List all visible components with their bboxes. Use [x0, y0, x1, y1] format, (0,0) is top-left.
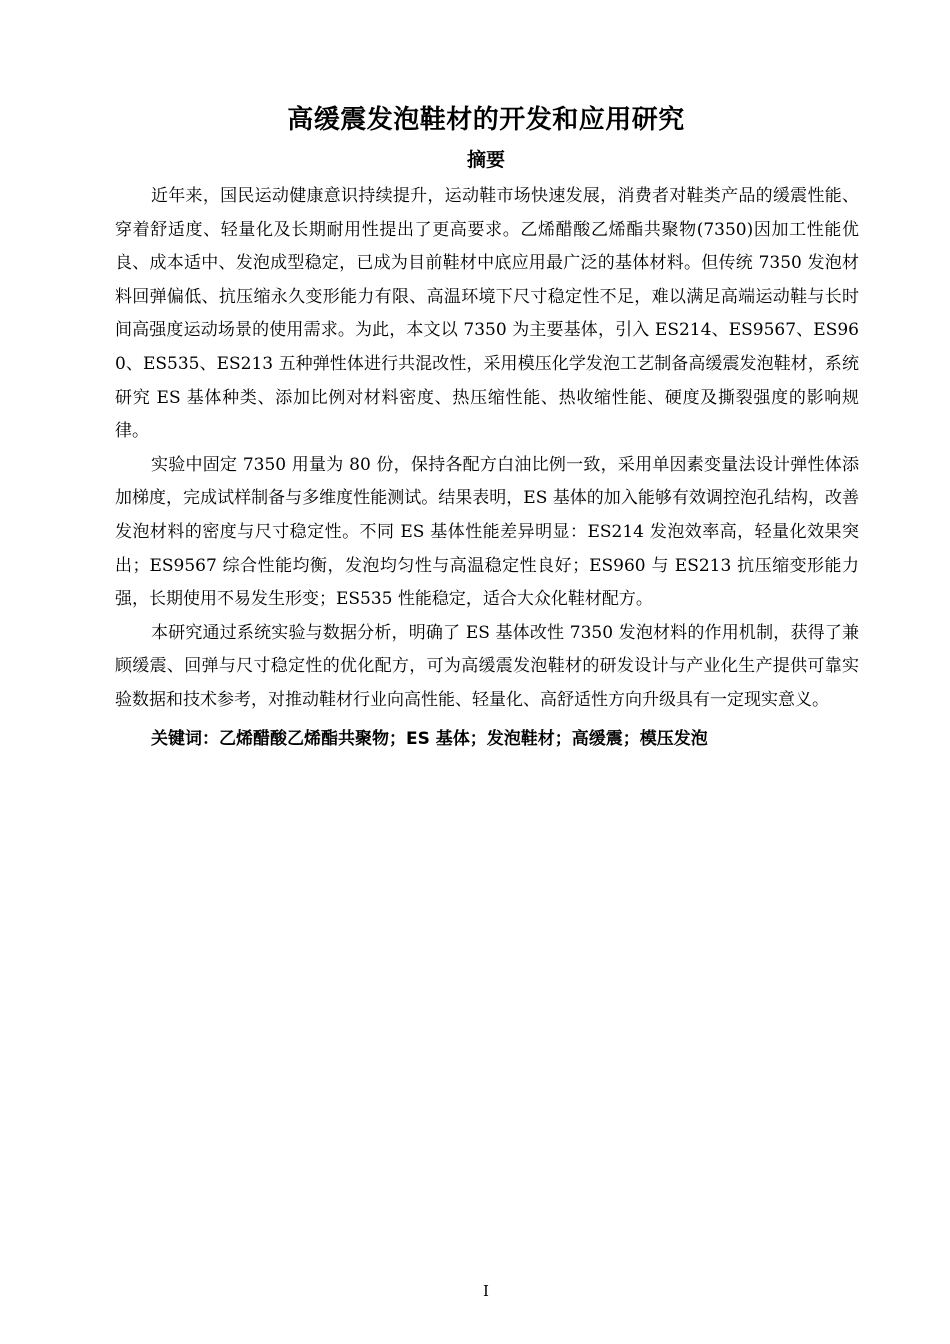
abstract-paragraph-3: 本研究通过系统实验与数据分析，明确了 ES 基体改性 7350 发泡材料的作用机制，获得了兼顾缓震、回弹与尺寸稳定性的优化配方，可为高缓震发泡鞋材的研发设计与产业化生产提供可靠实验数据和技术参考，对推动鞋材行业向高性能、轻量化、高舒适性方向升级具有一定现实意义。 [115, 622, 859, 710]
abstract-paragraph-1: 近年来，国民运动健康意识持续提升，运动鞋市场快速发展，消费者对鞋类产品的缓震性能、穿着舒适度、轻量化及长期耐用性提出了更高要求。乙烯醋酸乙烯酯共聚物(7350)因加工性能优良、成本适中、发泡成型稳定，已成为目前鞋材中底应用最广泛的基体材料。但传统 7350 发泡材料回弹偏低、抗压缩永久变形能力有限、高温环境下尺寸稳定性不足，难以满足高端运动鞋与长时间高强度运动场景的使用需求。为此，本文以 7350 为主要基体，引入 ES214、ES9567、ES960、ES535、ES213 五种弹性体进行共混改性，采用模压化学发泡工艺制备高缓震发泡鞋材，系统研究 ES 基体种类、添加比例对材料密度、热压缩性能、热收缩性能、硬度及撕裂强度的影响规律。 [115, 186, 859, 442]
abstract-heading: 摘要 [466, 149, 505, 171]
abstract-paragraph-2: 实验中固定 7350 用量为 80 份，保持各配方白油比例一致，采用单因素变量法设计弹性体添加梯度，完成试样制备与多维度性能测试。结果表明，ES 基体的加入能够有效调控泡孔结构，改善发泡材料的密度与尺寸稳定性。不同 ES 基体性能差异明显：ES214 发泡效率高，轻量化效果突出；ES9567 综合性能均衡，发泡均匀性与高温稳定性良好；ES960 与 ES213 抗压缩变形能力强，长期使用不易发生形变；ES535 性能稳定，适合大众化鞋材配方。 [115, 454, 859, 610]
page-number: I [483, 1282, 489, 1300]
abstract-body [115, 180, 859, 756]
keywords-line: 关键词：乙烯醋酸乙烯酯共聚物；ES 基体；发泡鞋材；高缓震；模压发泡 [151, 728, 708, 749]
document-title: 高缓震发泡鞋材的开发和应用研究 [287, 105, 685, 135]
